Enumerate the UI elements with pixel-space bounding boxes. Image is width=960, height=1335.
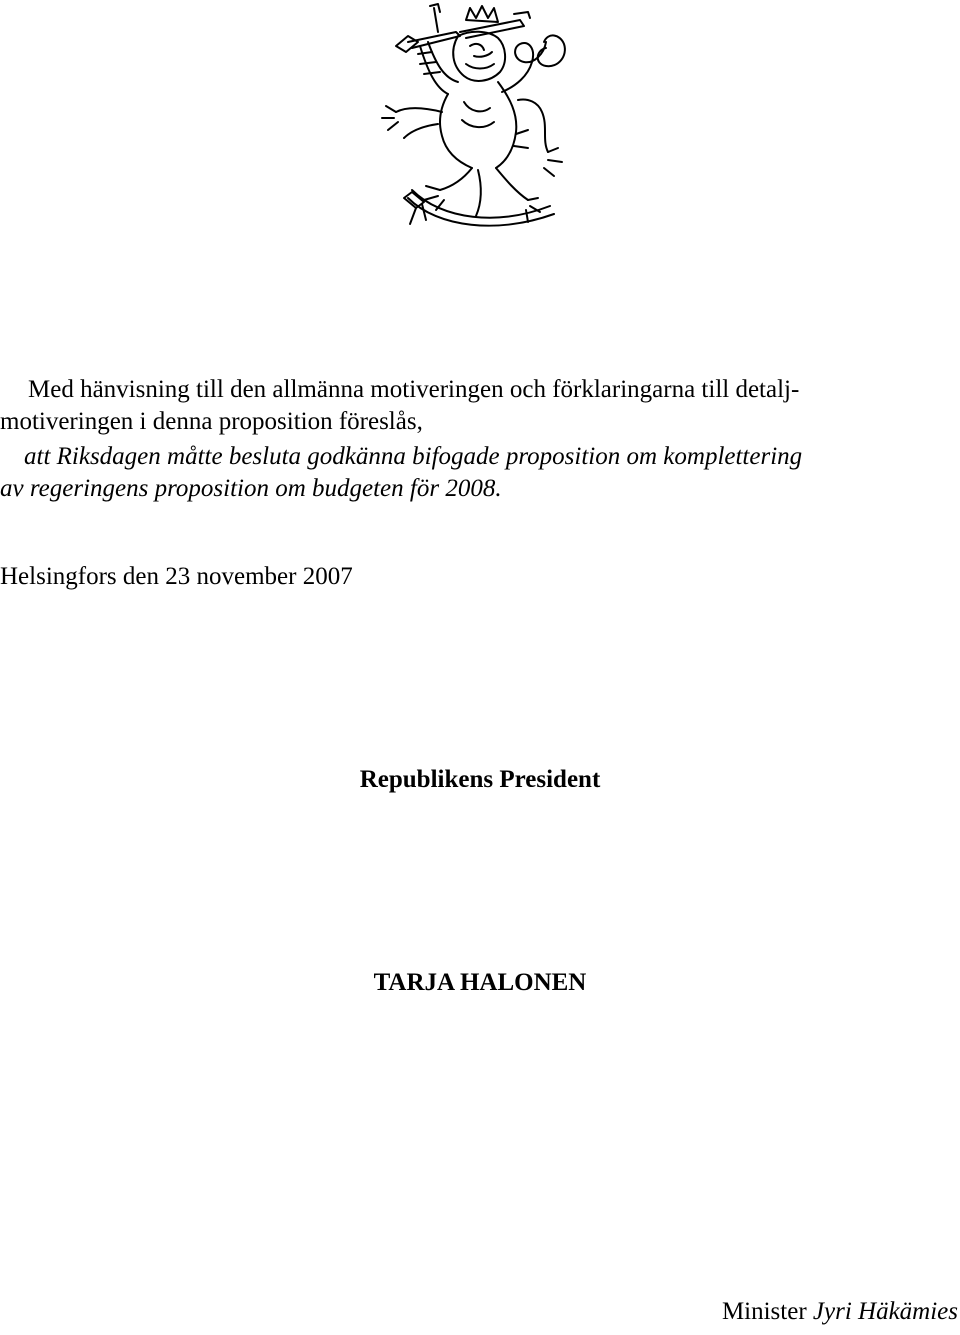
minister-line [722,1296,958,1328]
place-date: Helsingfors den 23 november 2007 [0,563,353,590]
minister-name: Jyri Häkämies [812,1298,958,1325]
signatory-name: TARJA HALONEN [373,969,587,996]
minister-label: Minister [721,1298,807,1325]
body-line-2: motiveringen i denna proposition föreslås, [0,408,423,435]
lion-coat-of-arms-icon [378,2,582,240]
body-line-3: att Riksdagen måtte besluta godkänna bifogade proposition om komplettering [24,443,803,470]
body-line-4: av regeringens proposition om budgeten för 2008. [0,475,502,502]
signatory-title: Republikens President [359,766,601,793]
body-line-1: Med hänvisning till den allmänna motiveringen och förklaringarna till detalj- [28,376,800,403]
